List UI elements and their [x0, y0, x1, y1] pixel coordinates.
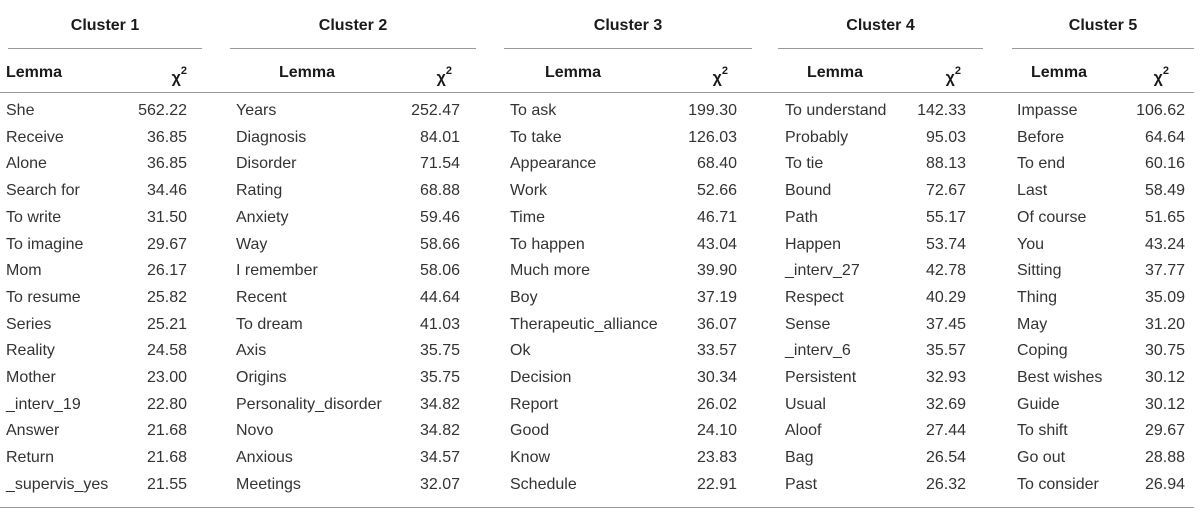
cluster-4-chi-cell: 37.45 [925, 315, 966, 333]
chi-superscript: 2 [1162, 65, 1169, 77]
cluster-3-lemma-cell: Report [510, 395, 559, 413]
cluster-2-lemma-cell: Anxious [236, 449, 293, 467]
cluster-2-lemma-cell: To dream [236, 315, 303, 333]
cluster-5-chi-cell: 106.62 [1136, 102, 1185, 119]
cluster-5-lemma-cell: To shift [1017, 422, 1068, 440]
cluster-2-lemma-cell: Disorder [236, 155, 297, 173]
cluster-1-chi-cell: 25.82 [146, 288, 187, 306]
cluster-3-chi-cell: 39.90 [696, 262, 737, 280]
cluster-3-lemma-cell: Much more [510, 262, 591, 280]
cluster-5-chi-cell: 28.88 [1144, 449, 1185, 467]
cluster-1-lemma-cell: Alone [6, 155, 47, 173]
cluster-3-lemma-cell: Therapeutic_alliance [510, 315, 658, 333]
cluster-4-lemma-cell: To tie [785, 155, 824, 173]
cluster-3-lemma-header: Lemma [544, 64, 602, 81]
cluster-5-lemma-cell: To end [1017, 155, 1066, 173]
cluster-3-lemma-cell: Good [510, 422, 550, 440]
cluster-4-lemma-cell: Bound [785, 182, 832, 200]
cluster-3-lemma-cell: To take [510, 128, 562, 146]
cluster-1-lemma-cell: To resume [6, 288, 81, 306]
cluster-4-lemma-cell: Path [785, 208, 818, 226]
cluster-1-lemma-cell: Series [6, 315, 52, 333]
cluster-1-chi-cell: 22.80 [146, 395, 187, 413]
cluster-3-chi-cell: 43.04 [696, 235, 737, 253]
cluster-3-chi-cell: 68.40 [696, 155, 737, 173]
cluster-2-chi-square-header [437, 60, 452, 86]
cluster-5-lemma-cell: Last [1017, 182, 1048, 200]
cluster-1-lemma-cell: Return [6, 449, 55, 467]
cluster-4-chi-cell: 55.17 [925, 208, 966, 226]
cluster-3-chi-cell: 46.71 [696, 208, 737, 226]
cluster-1-lemma-cell: To write [6, 208, 62, 226]
cluster-4-lemma-cell: _interv_27 [785, 262, 860, 280]
cluster-1-chi-cell: 29.67 [146, 235, 187, 253]
cluster-3-chi-cell: 23.83 [696, 449, 737, 467]
cluster-3-chi-cell: 30.34 [696, 369, 737, 386]
cluster-1-lemma-cell: Answer [6, 422, 60, 440]
cluster-4-title: Cluster 4 [846, 17, 915, 34]
cluster-1-lemma-cell: Mom [6, 262, 42, 280]
cluster-4-chi-cell: 142.33 [917, 102, 966, 119]
cluster-2-underline [230, 48, 476, 49]
cluster-5-chi-cell: 29.67 [1144, 422, 1185, 440]
cluster-3-chi-cell: 37.19 [696, 288, 737, 306]
cluster-2-lemma-header: Lemma [278, 64, 336, 81]
cluster-1-lemma-cell: Reality [6, 342, 55, 360]
cluster-3-lemma-cell: Boy [510, 288, 538, 306]
cluster-1-chi-cell: 31.50 [146, 208, 187, 226]
cluster-1-chi-cell: 36.85 [146, 128, 187, 146]
cluster-5-chi-cell: 60.16 [1144, 155, 1185, 173]
cluster-1-chi-cell: 21.68 [146, 422, 187, 440]
cluster-2-chi-cell: 68.88 [419, 182, 460, 200]
cluster-4-chi-cell: 26.32 [925, 475, 966, 493]
cluster-4-lemma-header: Lemma [806, 64, 864, 81]
cluster-4-lemma-cell: Sense [785, 315, 831, 333]
cluster-5-lemma-cell: To consider [1017, 475, 1099, 493]
cluster-3-lemma-cell: Ok [510, 342, 531, 360]
cluster-5-lemma-cell: Of course [1017, 208, 1087, 226]
cluster-5-chi-cell: 43.24 [1144, 235, 1185, 253]
cluster-2-title: Cluster 2 [318, 17, 388, 34]
table-bottom-rule [0, 507, 1194, 508]
cluster-4-underline [778, 48, 983, 49]
cluster-5-lemma-cell: You [1017, 235, 1044, 253]
cluster-1-chi-cell: 25.21 [146, 315, 187, 333]
cluster-3-chi-square-header [713, 60, 728, 86]
cluster-1-chi-cell: 21.55 [146, 475, 187, 493]
cluster-2-lemma-cell: Diagnosis [236, 128, 307, 146]
cluster-3-underline [504, 48, 752, 49]
cluster-4-chi-square-header [946, 60, 961, 86]
cluster-3-lemma-cell: Decision [510, 369, 572, 386]
cluster-1-chi-square-header [172, 60, 187, 86]
cluster-5-lemma-cell: Before [1017, 128, 1065, 146]
cluster-4-lemma-cell: Past [785, 475, 818, 493]
cluster-4-lemma-cell: Aloof [785, 422, 822, 440]
cluster-5-chi-cell: 64.64 [1144, 128, 1185, 146]
cluster-4-lemma-cell: Probably [785, 128, 849, 146]
cluster-2-chi-cell: 84.01 [419, 128, 460, 146]
cluster-1-chi-cell: 562.22 [138, 102, 187, 119]
cluster-1-lemma-cell: Mother [6, 369, 56, 386]
cluster-2-chi-cell: 58.66 [419, 235, 460, 253]
cluster-4-chi-cell: 53.74 [925, 235, 966, 253]
cluster-5-lemma-cell: Best wishes [1017, 369, 1103, 386]
cluster-5-lemma-cell: Impasse [1017, 102, 1078, 119]
cluster-3-chi-cell: 126.03 [688, 128, 737, 146]
cluster-2-chi-cell: 59.46 [419, 208, 460, 226]
cluster-1-chi-cell: 34.46 [146, 182, 187, 200]
cluster-2-lemma-cell: Novo [236, 422, 274, 440]
cluster-5-underline [1012, 48, 1194, 49]
cluster-5-chi-cell: 30.75 [1144, 342, 1185, 360]
cluster-2-lemma-cell: Meetings [236, 475, 301, 493]
chi-superscript: 2 [180, 65, 187, 77]
cluster-3-chi-cell: 52.66 [696, 182, 737, 200]
cluster-4-lemma-cell: Bag [785, 449, 814, 467]
cluster-5-lemma-cell: Guide [1017, 395, 1060, 413]
cluster-1-lemma-cell: _supervis_yes [6, 475, 109, 493]
cluster-2-chi-cell: 35.75 [419, 369, 460, 386]
cluster-3-chi-cell: 199.30 [688, 102, 737, 119]
cluster-5-chi-cell: 51.65 [1144, 208, 1185, 226]
cluster-1-lemma-cell: _interv_19 [6, 395, 81, 413]
cluster-2-chi-cell: 34.57 [419, 449, 460, 467]
cluster-4-chi-cell: 32.93 [925, 369, 966, 386]
cluster-3-chi-cell: 36.07 [696, 315, 737, 333]
cluster-5-chi-cell: 26.94 [1144, 475, 1185, 493]
cluster-2-lemma-cell: I remember [236, 262, 318, 280]
cluster-4-chi-cell: 95.03 [925, 128, 966, 146]
cluster-2-lemma-cell: Origins [236, 369, 287, 386]
cluster-2-chi-cell: 252.47 [411, 102, 460, 119]
cluster-2-lemma-cell: Recent [236, 288, 287, 306]
cluster-3-lemma-cell: Appearance [510, 155, 597, 173]
cluster-1-chi-cell: 23.00 [146, 369, 187, 386]
cluster-1-lemma-cell: To imagine [6, 235, 84, 253]
cluster-2-chi-cell: 32.07 [419, 475, 460, 493]
cluster-5-lemma-header: Lemma [1030, 64, 1088, 81]
cluster-2-lemma-cell: Way [236, 235, 268, 253]
cluster-4-chi-cell: 88.13 [925, 155, 966, 173]
cluster-2-lemma-cell: Anxiety [236, 208, 289, 226]
cluster-1-underline [8, 48, 202, 49]
cluster-3-chi-cell: 22.91 [696, 475, 737, 493]
cluster-2-chi-cell: 35.75 [419, 342, 460, 360]
cluster-3-title: Cluster 3 [593, 17, 663, 34]
cluster-4-chi-cell: 35.57 [925, 342, 966, 360]
cluster-5-chi-cell: 30.12 [1144, 369, 1185, 386]
cluster-3-lemma-cell: To ask [510, 102, 557, 119]
cluster-5-lemma-cell: May [1017, 315, 1048, 333]
cluster-5-chi-square-header [1154, 60, 1169, 86]
cluster-5-lemma-cell: Sitting [1017, 262, 1062, 280]
cluster-1-title: Cluster 1 [70, 17, 140, 34]
cluster-3-lemma-cell: Time [510, 208, 545, 226]
cluster-2-chi-cell: 41.03 [419, 315, 460, 333]
cluster-4-chi-cell: 40.29 [925, 288, 966, 306]
cluster-4-lemma-cell: Usual [785, 395, 826, 413]
cluster-1-lemma-cell: Receive [6, 128, 64, 146]
cluster-2-chi-cell: 34.82 [419, 422, 460, 440]
cluster-4-lemma-cell: Persistent [785, 369, 857, 386]
cluster-2-chi-cell: 34.82 [419, 395, 460, 413]
cluster-4-chi-cell: 42.78 [925, 262, 966, 280]
cluster-1-chi-cell: 36.85 [146, 155, 187, 173]
cluster-5-lemma-cell: Coping [1017, 342, 1068, 360]
cluster-2-lemma-cell: Axis [236, 342, 267, 360]
cluster-4-lemma-cell: Happen [785, 235, 842, 253]
cluster-1-chi-cell: 21.68 [146, 449, 187, 467]
chi-symbol: χ [436, 69, 446, 87]
cluster-3-chi-cell: 24.10 [696, 422, 737, 440]
cluster-5-chi-cell: 31.20 [1144, 315, 1185, 333]
chi-symbol: χ [712, 69, 722, 87]
cluster-4-lemma-cell: To understand [785, 102, 887, 119]
cluster-4-chi-cell: 32.69 [925, 395, 966, 413]
cluster-1-lemma-cell: She [6, 102, 35, 119]
cluster-5-lemma-cell: Go out [1017, 449, 1066, 467]
chi-superscript: 2 [721, 65, 728, 77]
cluster-5-chi-cell: 30.12 [1144, 395, 1185, 413]
cluster-4-chi-cell: 72.67 [925, 182, 966, 200]
cluster-1-lemma-cell: Search for [6, 182, 80, 200]
cluster-1-chi-cell: 26.17 [146, 262, 187, 280]
cluster-5-chi-cell: 58.49 [1144, 182, 1185, 200]
cluster-4-chi-cell: 26.54 [925, 449, 966, 467]
cluster-4-lemma-cell: _interv_6 [785, 342, 851, 360]
chi-superscript: 2 [954, 65, 961, 77]
cluster-5-lemma-cell: Thing [1017, 288, 1058, 306]
cluster-3-lemma-cell: To happen [510, 235, 585, 253]
chi-symbol: χ [171, 69, 181, 87]
cluster-3-chi-cell: 26.02 [696, 395, 737, 413]
cluster-3-lemma-cell: Know [510, 449, 551, 467]
cluster-5-title: Cluster 5 [1068, 17, 1138, 34]
cluster-2-lemma-cell: Rating [236, 182, 283, 200]
header-divider [0, 92, 1194, 93]
cluster-2-lemma-cell: Personality_disorder [236, 395, 382, 413]
cluster-5-chi-cell: 35.09 [1144, 288, 1185, 306]
cluster-2-lemma-cell: Years [236, 102, 277, 119]
cluster-2-chi-cell: 71.54 [419, 155, 460, 173]
cluster-5-chi-cell: 37.77 [1144, 262, 1185, 280]
cluster-3-lemma-cell: Schedule [510, 475, 577, 493]
cluster-1-chi-cell: 24.58 [146, 342, 187, 360]
chi-superscript: 2 [445, 65, 452, 77]
chi-symbol: χ [1153, 69, 1163, 87]
cluster-3-chi-cell: 33.57 [696, 342, 737, 360]
cluster-3-lemma-cell: Work [510, 182, 548, 200]
cluster-4-lemma-cell: Respect [785, 288, 844, 306]
cluster-2-chi-cell: 44.64 [419, 288, 460, 306]
chi-symbol: χ [945, 69, 955, 87]
cluster-2-chi-cell: 58.06 [419, 262, 460, 280]
cluster-1-lemma-header: Lemma [6, 64, 63, 81]
cluster-4-chi-cell: 27.44 [925, 422, 966, 440]
